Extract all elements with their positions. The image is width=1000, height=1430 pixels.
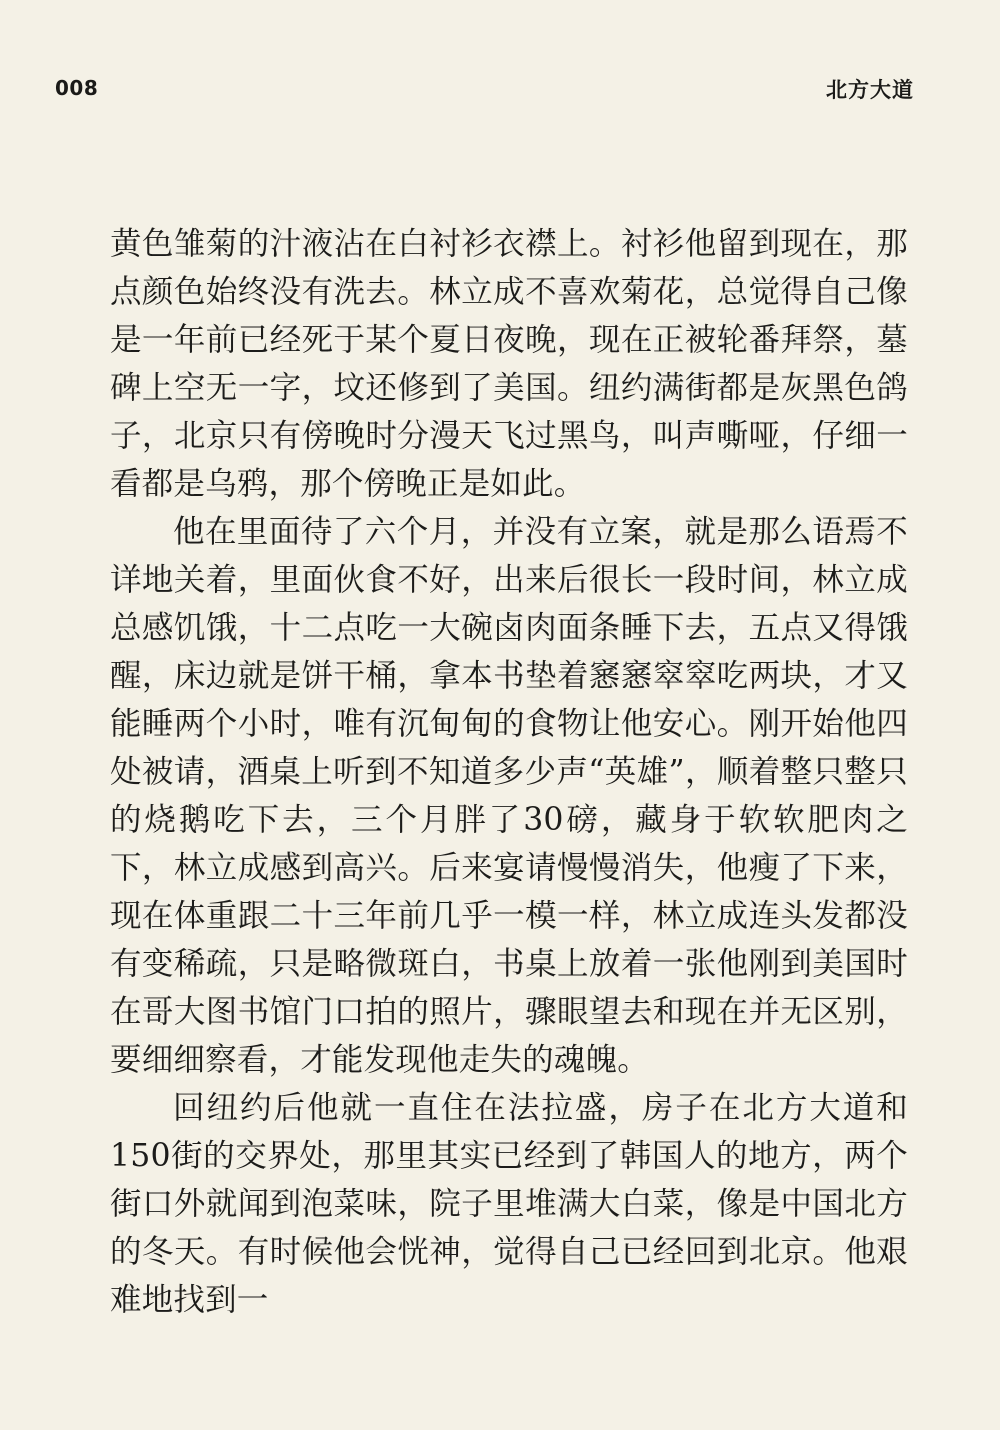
page-number: 008	[55, 76, 99, 100]
running-title: 北方大道	[826, 78, 914, 102]
paragraph-2: 他在里面待了六个月，并没有立案，就是那么语焉不详地关着，里面伙食不好，出来后很长一段时间，林立成总感饥饿，十二点吃一大碗卤肉面条睡下去，五点又得饿醒，床边就是饼干桶，拿本书垫着窸窸窣窣吃两块，才又能睡两个小时，唯有沉甸甸的食物让他安心。刚开始他四处被请，酒桌上听到不知道多少声“英雄”，顺着整只整只的烧鹅吃下去，三个月胖了30磅，藏身于软软肥肉之下，林立成感到高兴。后来宴请慢慢消失，他瘦了下来，现在体重跟二十三年前几乎一模一样，林立成连头发都没有变稀疏，只是略微斑白，书桌上放着一张他刚到美国时在哥大图书馆门口拍的照片，骤眼望去和现在并无区别，要细细察看，才能发现他走失的魂魄。	[110, 514, 908, 1078]
body-text	[110, 220, 908, 1324]
paragraph-1: 黄色雏菊的汁液沾在白衬衫衣襟上。衬衫他留到现在，那点颜色始终没有洗去。林立成不喜欢菊花，总觉得自己像是一年前已经死于某个夏日夜晚，现在正被轮番拜祭，墓碑上空无一字，坟还修到了美国。纽约满街都是灰黑色鸽子，北京只有傍晚时分漫天飞过黑鸟，叫声嘶哑，仔细一看都是乌鸦，那个傍晚正是如此。	[110, 226, 908, 502]
paragraph-3: 回纽约后他就一直住在法拉盛，房子在北方大道和150街的交界处，那里其实已经到了韩国人的地方，两个街口外就闻到泡菜味，院子里堆满大白菜，像是中国北方的冬天。有时候他会恍神，觉得自己已经回到北京。他艰难地找到一	[110, 1090, 908, 1318]
